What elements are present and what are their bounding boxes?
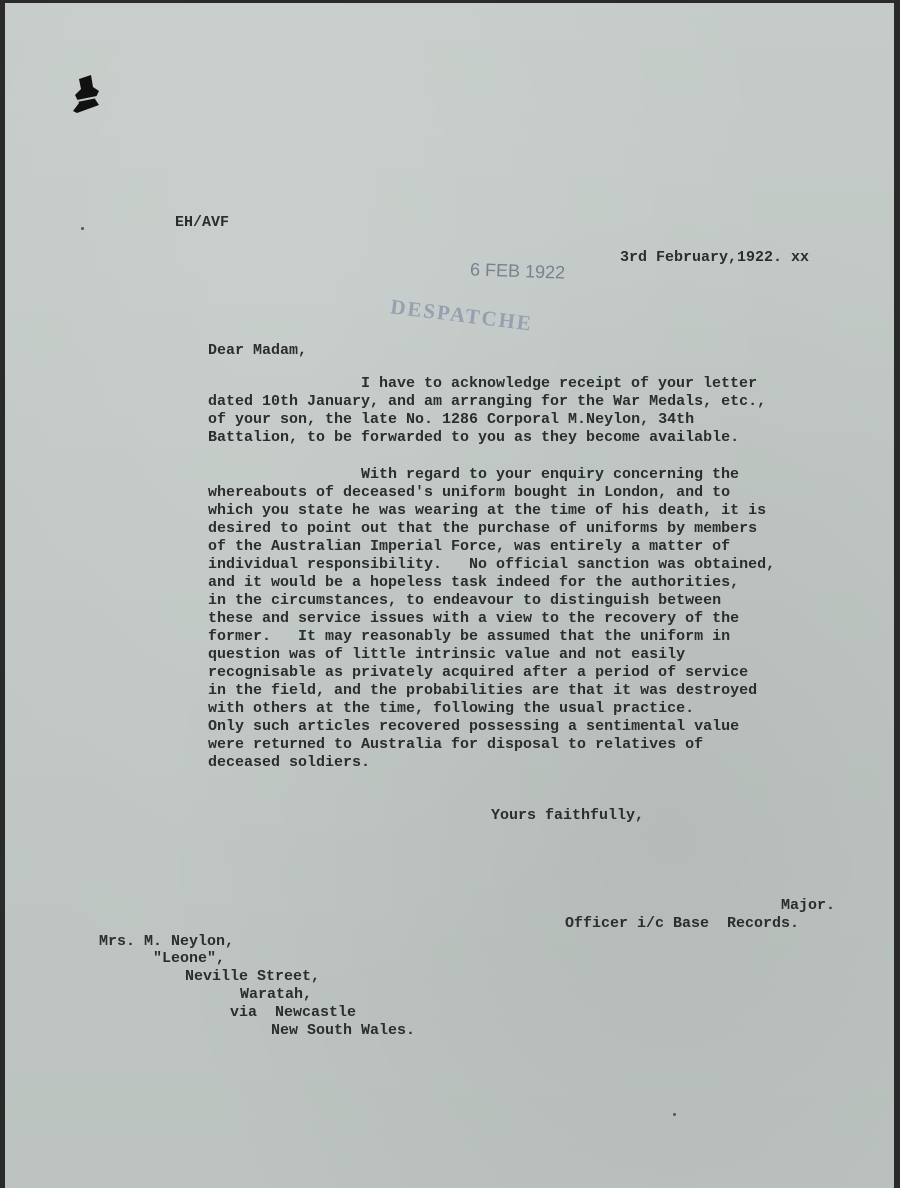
address-line: Neville Street,	[185, 968, 321, 985]
paragraph-line: whereabouts of deceased's uniform bought in London, and to	[208, 484, 731, 501]
paragraph-line: desired to point out that the purchase of uniforms by members	[208, 520, 758, 537]
paragraph-line: of the Australian Imperial Force, was entirely a matter of	[208, 538, 731, 555]
paragraph-line: With regard to your enquiry concerning the	[361, 466, 740, 483]
address-line: via Newcastle	[230, 1004, 357, 1021]
paragraph-line: Battalion, to be forwarded to you as they become available.	[208, 429, 740, 446]
paragraph-line: recognisable as privately acquired after a period of service	[208, 664, 749, 681]
paragraph-line: in the circumstances, to endeavour to distinguish between	[208, 592, 722, 609]
paragraph-1	[208, 375, 766, 447]
paragraph-line: which you state he was wearing at the time of his death, it is	[208, 502, 767, 519]
punch-hole-icon	[69, 73, 105, 119]
reference-code: EH/AVF	[175, 214, 230, 231]
paragraph-line: these and service issues with a view to the recovery of the	[208, 610, 740, 627]
paragraph-line: Only such articles recovered possessing a sentimental value	[208, 718, 740, 735]
paragraph-line: individual responsibility. No official sanction was obtained,	[208, 556, 776, 573]
address-line: "Leone",	[153, 950, 226, 967]
paragraph-line: question was of little intrinsic value and not easily	[208, 646, 686, 663]
paragraph-line: of your son, the late No. 1286 Corporal M.Neylon, 34th	[208, 411, 695, 428]
signature-title: Officer i/c Base Records.	[565, 915, 800, 932]
paragraph-line: I have to acknowledge receipt of your letter	[361, 375, 758, 392]
address-line: New South Wales.	[271, 1022, 416, 1039]
paragraph-line: in the field, and the probabilities are that it was destroyed	[208, 682, 758, 699]
address-line: Mrs. M. Neylon,	[99, 933, 235, 950]
address-line: Waratah,	[240, 986, 313, 1003]
paragraph-line: former. It may reasonably be assumed that the uniform in	[208, 628, 731, 645]
paragraph-line: were returned to Australia for disposal to relatives of	[208, 736, 704, 753]
ink-speck	[81, 227, 84, 230]
signature-rank: Major.	[781, 897, 836, 914]
letter-date: 3rd February,1922. xx	[620, 249, 810, 266]
paragraph-line: with others at the time, following the usual practice.	[208, 700, 695, 717]
received-date-stamp: 6 FEB 1922	[469, 259, 566, 283]
despatched-stamp: DESPATCHE	[389, 294, 535, 336]
closing: Yours faithfully,	[491, 807, 645, 824]
salutation: Dear Madam,	[208, 342, 308, 359]
ink-speck	[673, 1113, 676, 1116]
paragraph-line: dated 10th January, and am arranging for the War Medals, etc.,	[208, 393, 767, 410]
paragraph-line: and it would be a hopeless task indeed for the authorities,	[208, 574, 740, 591]
paragraph-line: deceased soldiers.	[208, 754, 371, 771]
paragraph-2	[208, 466, 775, 772]
